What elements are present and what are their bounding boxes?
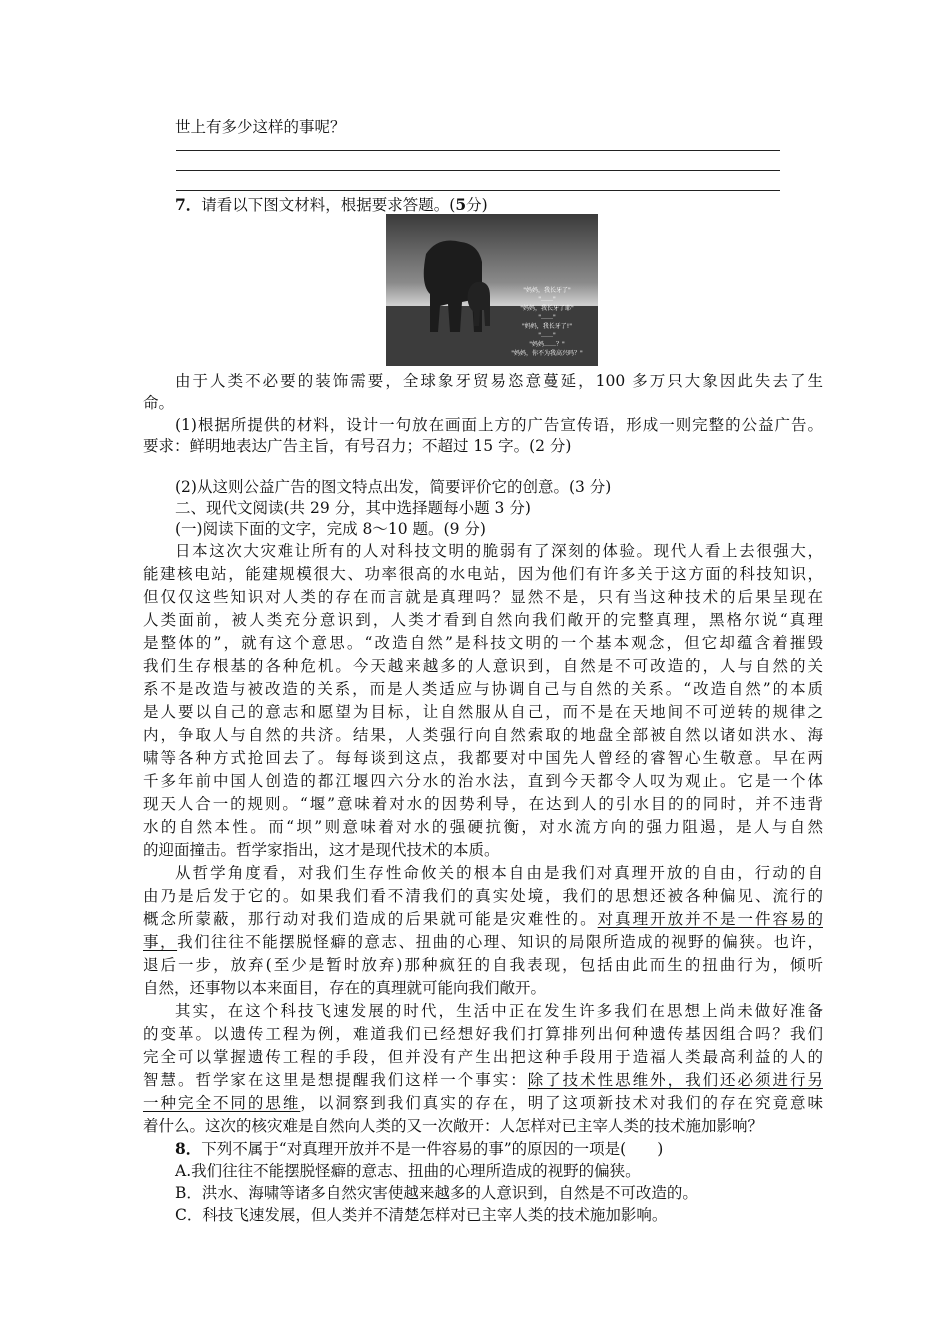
underlined-text: 一种完全不同的思维 (143, 1094, 301, 1112)
underlined-text: 对真理开放并不是一件容易的 (597, 910, 823, 928)
question-text: 下列不属于“对真理开放并不是一件容易的事”的原因的一项是( ) (201, 1140, 664, 1158)
para2-line: 退后一步，放弃(至少是暂时放弃)那种疯狂的自我表现，包括由此而生的扭曲行为，倾听 (143, 956, 823, 974)
question-8-stem (175, 1138, 823, 1160)
underlined-text: 除了技术性思维外，我们还必须进行另 (527, 1071, 823, 1089)
para3-line: 其实，在这个科技飞速发展的时代，生活中正在发生许多我们在思想上尚未做好准备 (175, 1002, 823, 1020)
option-b: B．洪水、海啸等诸多自然灾害使越来越多的人意识到，自然是不可改造的。 (175, 1184, 698, 1202)
top-line: 世上有多少这样的事呢？ (175, 118, 346, 136)
para3-line: 的变革。以遗传工程为例，难道我们已经想好我们打算排列出何种遗传基因组合吗？我们 (143, 1025, 823, 1043)
para3-line: 着什么。这次的核灾难是自然向人类的又一次敞开：人怎样对已主宰人类的技术施加影响？ (143, 1117, 764, 1135)
answer-rule (176, 150, 780, 151)
para1-line: 的迎面撞击。哲学家指出，这才是现代技术的本质。 (143, 841, 500, 859)
para1-line: 日本这次大灾难让所有的人对科技文明的脆弱有了深刻的体验。现代人看上去很强大， (175, 542, 823, 560)
para1-line: 内，争取人与自然的共济。结果，人类强行向自然索取的地盘全部被自然以诸如洪水、海 (143, 726, 823, 744)
option-a: A.我们往往不能摆脱怪癖的意志、扭曲的心理所造成的视野的偏狭。 (175, 1162, 641, 1180)
para1-line: 千多年前中国人创造的都江堰四六分水的治水法，直到今天都令人叹为观止。它是一个体 (143, 772, 823, 790)
underlined-text: 事， (143, 933, 178, 951)
image-caption: "妈妈，我长牙了" (523, 287, 571, 294)
para1-line: 现天人合一的规则。“堰”意味着对水的因势利导，在达到人的引水目的的同时，并不违背 (143, 795, 823, 813)
plain-text: ，以洞察到我们真实的存在，明了这项新技术对我们的存在究竟意味 (300, 1094, 823, 1112)
section-heading: 二、现代文阅读(共 29 分，其中选择题每小题 3 分) (175, 499, 531, 517)
para1-line: 系不是改造与被改造的关系，而是人类适应与协调自己与自然的关系。“改造自然”的本质 (143, 680, 823, 698)
para2-line: 自然，还事物以本来面目，存在的真理就可能向我们敞开。 (143, 979, 547, 997)
para2-line: 从哲学角度看，对我们生存性命攸关的根本自由是我们对真理开放的自由，行动的自 (175, 864, 823, 882)
plain-text: 智慧。哲学家在这里是想提醒我们这样一个事实： (143, 1071, 528, 1089)
question-number: 7． (175, 195, 202, 214)
material-line: 命。 (143, 394, 175, 412)
para3-line (143, 1069, 823, 1091)
elephant-ad-image (386, 214, 598, 366)
para1-line: 能建核电站，能建规模很大、功率很高的水电站，因为他们有许多关于这方面的科技知识， (143, 565, 823, 583)
image-caption: "妈妈，我长牙了耶" (520, 305, 574, 312)
image-caption: "妈妈，你不为我高兴吗？" (511, 350, 583, 357)
question-text: 请看以下图文材料，根据要求答题。( (201, 196, 456, 214)
image-caption: "……" (538, 314, 556, 321)
para1-line: 人类面前，被人类充分意识到，人类才看到自然向我们敞开的完整真理，黑格尔说“真理 (143, 611, 823, 629)
para3-line: 完全可以掌握遗传工程的手段，但并没有产生出把这种手段用于造福人类最高利益的人的 (143, 1048, 823, 1066)
para1-line: 但仅仅这些知识对人类的存在而言就是真理吗？显然不是，只有当这种技术的后果呈现在 (143, 588, 823, 606)
answer-rule (176, 190, 780, 191)
para2-line: 由乃是后发于它的。如果我们看不清我们的真实处境，我们的思想还被各种偏见、流行的 (143, 887, 823, 905)
image-caption: "妈妈……？" (529, 341, 565, 348)
image-caption: "……" (538, 296, 556, 303)
question-7-1-requirement: 要求：鲜明地表达广告主旨，有号召力；不超过 15 字。(2 分) (143, 437, 572, 455)
image-captions (498, 286, 596, 358)
question-7-2: (2)从这则公益广告的图文特点出发，简要评价它的创意。(3 分) (175, 478, 612, 496)
question-7-1: (1)根据所提供的材料，设计一句放在画面上方的广告宣传语，形成一则完整的公益广告。 (175, 416, 823, 434)
para3-line (143, 1092, 823, 1114)
question-7-heading (175, 194, 823, 216)
para1-line: 是整体的”，就有这个意思。“改造自然”是科技文明的一个基本观念，但它却蕴含着摧毁 (143, 634, 823, 652)
question-number: 8． (175, 1139, 202, 1158)
image-caption: "妈妈，我长牙了!" (522, 323, 572, 330)
material-line: 由于人类不必要的装饰需要，全球象牙贸易恣意蔓延，100 多万只大象因此失去了生 (175, 372, 823, 390)
plain-text: 概念所蒙蔽，那行动对我们造成的后果就可能是灾难性的。 (143, 910, 598, 928)
question-score: 5 (455, 195, 467, 214)
option-c: C．科技飞速发展，但人类并不清楚怎样对已主宰人类的技术施加影响。 (175, 1206, 668, 1224)
para1-line: 是人要以自己的意志和愿望为目标，让自然服从自己，而不是在天地间不可逆转的规律之 (143, 703, 823, 721)
para1-line: 啸等各种方式抢回去了。每每谈到这点，我都要对中国先人曾经的睿智心生敬意。早在两 (143, 749, 823, 767)
para1-line: 我们生存根基的各种危机。今天越来越多的人意识到，自然是不可改造的，人与自然的关 (143, 657, 823, 675)
question-unit: 分) (466, 196, 488, 214)
para2-line (143, 931, 823, 953)
image-caption: "……" (538, 332, 556, 339)
para2-line (143, 908, 823, 930)
plain-text: 我们往往不能摆脱怪癖的意志、扭曲的心理、知识的局限所造成的视野的偏狭。也许， (177, 933, 823, 951)
answer-rule (176, 170, 780, 171)
subsection-heading: (一)阅读下面的文字，完成 8～10 题。(9 分) (175, 520, 486, 538)
para1-line: 水的自然本性。而“坝”则意味着对水的强硬抗衡，对水流方向的强力阻遏，是人与自然 (143, 818, 823, 836)
